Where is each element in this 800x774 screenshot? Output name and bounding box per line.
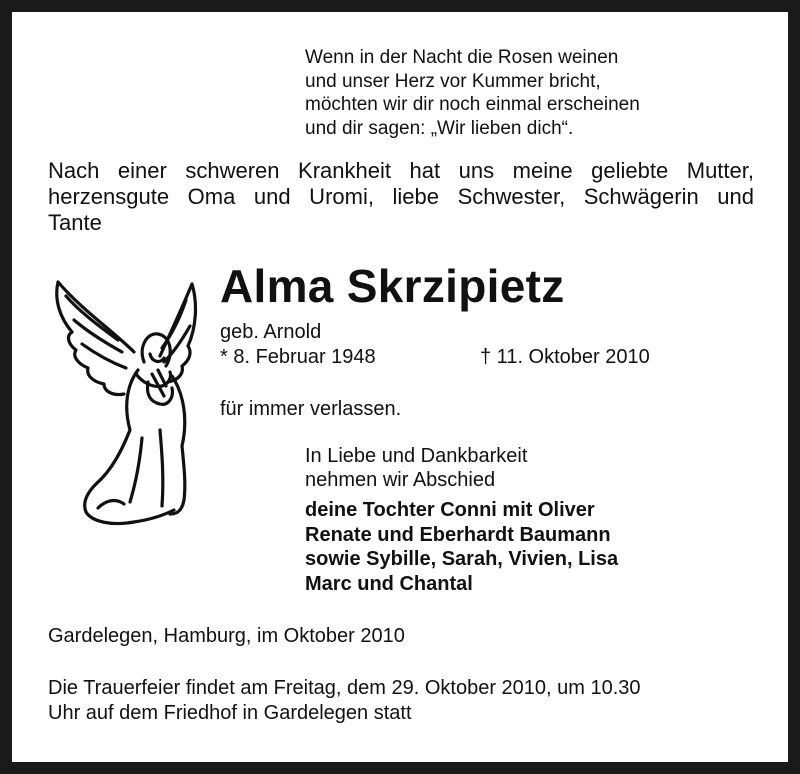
farewell-line: nehmen wir Abschied: [305, 469, 496, 491]
mourners-list: [305, 498, 618, 596]
poem-line: und unser Herz vor Kummer bricht,: [305, 70, 601, 92]
obituary-card: [12, 12, 788, 762]
deceased-name: Alma Skrzipietz: [220, 260, 565, 312]
mourner-line: sowie Sybille, Sarah, Vivien, Lisa: [305, 548, 619, 570]
poem-line: Wenn in der Nacht die Rosen weinen: [305, 47, 619, 68]
funeral-service-info: [48, 676, 641, 725]
intro-line: Tante: [48, 210, 102, 235]
service-line: Die Trauerfeier findet am Freitag, dem 29. Oktober 2010, um 10.30: [48, 677, 641, 699]
service-line: Uhr auf dem Friedhof in Gardelegen statt: [48, 701, 412, 724]
poem: [305, 46, 640, 140]
farewell-line: In Liebe und Dankbarkeit: [305, 445, 528, 467]
poem-line: und dir sagen: „Wir lieben dich“.: [305, 117, 574, 139]
mourner-line: Marc und Chantal: [305, 572, 473, 595]
maiden-name: geb. Arnold: [220, 321, 322, 343]
intro-text: [48, 158, 754, 236]
intro-line: Nach einer schweren Krankheit hat uns meine geliebte Mutter,: [48, 158, 754, 183]
poem-line: möchten wir dir noch einmal erscheinen: [305, 94, 640, 115]
angel-icon: [52, 270, 200, 532]
mourner-line: Renate und Eberhardt Baumann: [305, 523, 611, 546]
farewell-text: [305, 444, 527, 492]
place-date: Gardelegen, Hamburg, im Oktober 2010: [48, 625, 405, 647]
death-date: † 11. Oktober 2010: [480, 346, 650, 368]
intro-line: herzensgute Oma und Uromi, liebe Schwester, Schwägerin und: [48, 184, 754, 209]
closing-text: für immer verlassen.: [220, 398, 402, 420]
birth-date: * 8. Februar 1948: [220, 346, 376, 368]
mourner-line: deine Tochter Conni mit Oliver: [305, 499, 595, 521]
